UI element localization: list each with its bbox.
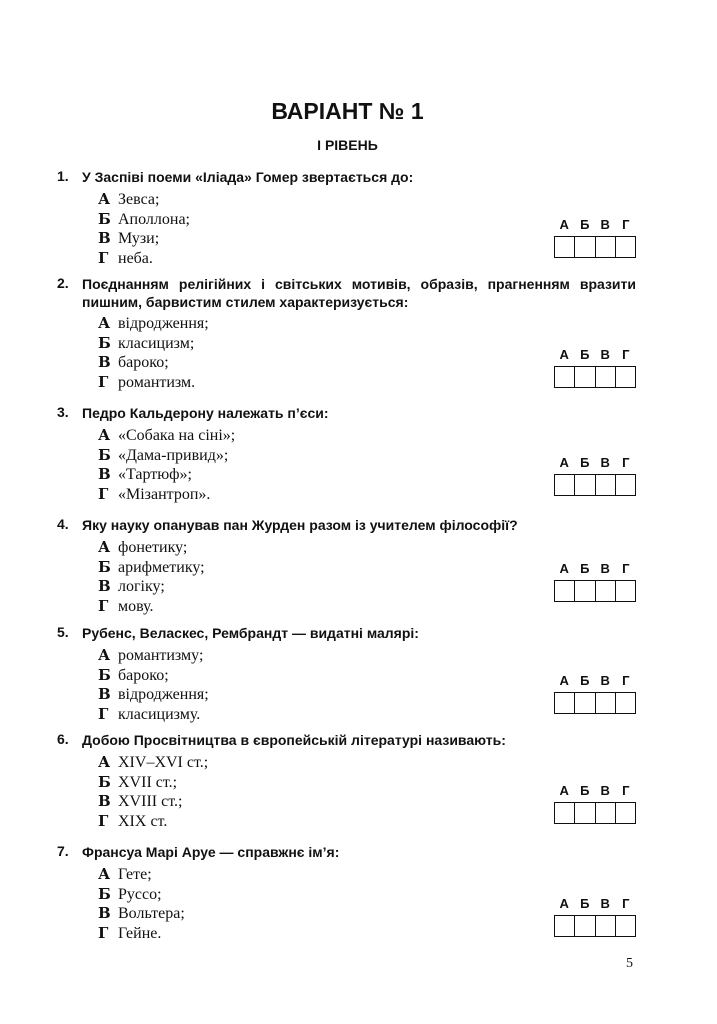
option-text: романтизм. xyxy=(118,373,196,391)
question-text: Добою Просвітництва в європейській літературі називають: xyxy=(82,732,506,748)
answer-letters xyxy=(554,783,636,799)
option-letter: Б xyxy=(98,209,111,228)
option-g[interactable] xyxy=(98,249,190,269)
answer-letter: А xyxy=(559,561,569,576)
page-number: 5 xyxy=(626,956,633,971)
answer-cell-b[interactable] xyxy=(575,237,595,257)
answer-cell-a[interactable] xyxy=(555,803,575,823)
answer-box xyxy=(554,455,636,496)
question-text: Поєднанням релігійних і світських мотивів, образів, прагненням вразити пишним, барвистим стилем характеризується: xyxy=(82,276,636,310)
answer-letter: В xyxy=(600,347,610,362)
answer-box xyxy=(554,347,636,388)
answer-cell-a[interactable] xyxy=(555,693,575,713)
option-letter: В xyxy=(98,353,111,371)
answer-letters xyxy=(554,455,636,471)
option-text: мову. xyxy=(118,597,154,615)
option-letter: А xyxy=(98,426,111,444)
options-list xyxy=(98,646,209,724)
answer-letter: Б xyxy=(580,455,590,470)
answer-cell-g[interactable] xyxy=(616,367,635,387)
answer-grid xyxy=(554,366,636,388)
question-text: Рубенс, Веласкес, Рембрандт — видатні малярі: xyxy=(82,625,419,641)
question-number: 4. xyxy=(57,516,69,532)
answer-letter: В xyxy=(600,673,610,688)
answer-letter: В xyxy=(600,217,610,232)
option-letter: Г xyxy=(98,923,109,942)
answer-cell-v[interactable] xyxy=(596,475,616,495)
option-g[interactable] xyxy=(98,597,205,617)
answer-cell-b[interactable] xyxy=(575,693,595,713)
question-text: Педро Кальдерону належать п’єси: xyxy=(82,405,329,421)
option-letter: Г xyxy=(98,248,109,267)
option-text: Гейне. xyxy=(118,924,162,942)
answer-letter: А xyxy=(559,783,569,798)
answer-box xyxy=(554,673,636,714)
option-letter: Г xyxy=(98,372,109,391)
answer-letter: Г xyxy=(622,673,630,688)
option-text: «Тартюф»; xyxy=(118,466,192,483)
answer-cell-v[interactable] xyxy=(596,916,616,936)
option-g[interactable] xyxy=(98,705,209,725)
option-text: XIV–XVI ст.; xyxy=(118,754,209,771)
page-title: ВАРІАНТ № 1 xyxy=(271,98,424,124)
option-letter: А xyxy=(98,646,111,664)
option-b[interactable] xyxy=(98,334,209,354)
option-v[interactable] xyxy=(98,353,209,373)
answer-letter: Б xyxy=(580,896,590,911)
options-list xyxy=(98,753,208,831)
answer-cell-g[interactable] xyxy=(616,475,635,495)
answer-grid xyxy=(554,802,636,824)
answer-letters xyxy=(554,896,636,912)
option-b[interactable] xyxy=(98,446,235,466)
option-v[interactable] xyxy=(98,792,208,812)
option-text: фонетику; xyxy=(118,539,188,556)
option-a[interactable] xyxy=(98,865,185,885)
answer-letter: В xyxy=(600,455,610,470)
answer-letter: Г xyxy=(622,783,630,798)
answer-cell-g[interactable] xyxy=(616,916,635,936)
answer-cell-a[interactable] xyxy=(555,581,575,601)
option-letter: А xyxy=(98,538,111,556)
answer-cell-b[interactable] xyxy=(575,803,595,823)
option-text: відродження; xyxy=(118,686,209,703)
question-text: Яку науку опанував пан Журден разом із учителем філософії? xyxy=(82,517,518,533)
option-text: «Собака на сіні»; xyxy=(118,427,236,444)
answer-cell-g[interactable] xyxy=(616,693,635,713)
option-text: логіку; xyxy=(118,578,165,595)
option-text: «Мізантроп». xyxy=(118,485,211,503)
answer-box xyxy=(554,561,636,602)
answer-letter: Г xyxy=(622,347,630,362)
option-text: класицизму. xyxy=(118,705,201,723)
answer-cell-b[interactable] xyxy=(575,367,595,387)
level-heading: І РІВЕНЬ xyxy=(317,137,378,153)
answer-letter: Б xyxy=(580,673,590,688)
question-number: 2. xyxy=(57,275,69,291)
option-letter: В xyxy=(98,792,111,810)
answer-cell-g[interactable] xyxy=(616,581,635,601)
answer-cell-b[interactable] xyxy=(575,916,595,936)
answer-grid xyxy=(554,236,636,258)
option-letter: Б xyxy=(98,557,111,576)
option-v[interactable] xyxy=(98,577,205,597)
option-a[interactable] xyxy=(98,646,209,666)
answer-cell-b[interactable] xyxy=(575,581,595,601)
answer-cell-a[interactable] xyxy=(555,475,575,495)
option-letter: А xyxy=(98,190,111,208)
option-b[interactable] xyxy=(98,666,209,686)
option-text: бароко; xyxy=(118,666,169,684)
options-list xyxy=(98,426,235,504)
answer-letters xyxy=(554,217,636,233)
option-letter: Б xyxy=(98,665,111,684)
answer-grid xyxy=(554,580,636,602)
answer-letter: А xyxy=(559,217,569,232)
option-text: бароко; xyxy=(118,354,169,371)
option-b[interactable] xyxy=(98,773,208,793)
answer-letter: В xyxy=(600,896,610,911)
answer-cell-v[interactable] xyxy=(596,803,616,823)
option-b[interactable] xyxy=(98,558,205,578)
question-number: 1. xyxy=(57,168,69,184)
answer-grid xyxy=(554,692,636,714)
answer-cell-g[interactable] xyxy=(616,803,635,823)
answer-cell-a[interactable] xyxy=(555,237,575,257)
answer-letters xyxy=(554,561,636,577)
option-v[interactable] xyxy=(98,685,209,705)
option-text: Музи; xyxy=(118,230,160,247)
option-letter: Г xyxy=(98,596,109,615)
option-letter: Б xyxy=(98,772,111,791)
option-text: Зевса; xyxy=(118,191,160,208)
answer-letter: А xyxy=(559,347,569,362)
option-v[interactable] xyxy=(98,904,185,924)
option-text: XVII ст.; xyxy=(118,773,178,791)
option-g[interactable] xyxy=(98,485,235,505)
option-a[interactable] xyxy=(98,426,235,446)
option-text: XVIII ст.; xyxy=(118,793,183,810)
answer-cell-g[interactable] xyxy=(616,237,635,257)
answer-letters xyxy=(554,347,636,363)
option-text: Гете; xyxy=(118,866,152,883)
option-g[interactable] xyxy=(98,924,185,944)
question-number: 3. xyxy=(57,404,69,420)
answer-cell-v[interactable] xyxy=(596,693,616,713)
option-b[interactable] xyxy=(98,210,190,230)
answer-letter: В xyxy=(600,783,610,798)
options-list xyxy=(98,865,185,943)
answer-letter: Б xyxy=(580,561,590,576)
option-text: Руссо; xyxy=(118,885,162,903)
option-text: «Дама-привид»; xyxy=(118,446,229,464)
option-text: класицизм; xyxy=(118,334,195,352)
option-text: арифметику; xyxy=(118,558,205,576)
question-number: 7. xyxy=(57,843,69,859)
question-text: У Заспіві поеми «Іліада» Гомер звертається до: xyxy=(82,169,414,185)
option-text: неба. xyxy=(118,249,153,267)
answer-grid xyxy=(554,915,636,937)
option-a[interactable] xyxy=(98,314,209,334)
answer-grid xyxy=(554,474,636,496)
answer-cell-v[interactable] xyxy=(596,367,616,387)
answer-letter: В xyxy=(600,561,610,576)
answer-letter: А xyxy=(559,673,569,688)
option-text: Вольтера; xyxy=(118,905,185,922)
option-a[interactable] xyxy=(98,538,205,558)
option-a[interactable] xyxy=(98,753,208,773)
options-list xyxy=(98,190,190,268)
answer-letter: А xyxy=(559,896,569,911)
option-v[interactable] xyxy=(98,229,190,249)
option-letter: Г xyxy=(98,704,109,723)
answer-cell-a[interactable] xyxy=(555,916,575,936)
option-text: XIX ст. xyxy=(118,812,168,830)
answer-cell-v[interactable] xyxy=(596,581,616,601)
answer-cell-v[interactable] xyxy=(596,237,616,257)
question-number: 5. xyxy=(57,624,69,640)
answer-cell-b[interactable] xyxy=(575,475,595,495)
question-number: 6. xyxy=(57,731,69,747)
option-g[interactable] xyxy=(98,373,209,393)
option-letter: Б xyxy=(98,445,111,464)
option-v[interactable] xyxy=(98,465,235,485)
option-letter: Г xyxy=(98,484,109,503)
question-text: Франсуа Марі Аруе — справжнє ім’я: xyxy=(82,844,340,860)
option-letter: Б xyxy=(98,333,111,352)
option-text: романтизму; xyxy=(118,647,204,664)
option-letter: Б xyxy=(98,884,111,903)
option-letter: В xyxy=(98,465,111,483)
answer-letter: Г xyxy=(622,455,630,470)
answer-letters xyxy=(554,673,636,689)
option-text: відродження; xyxy=(118,315,209,332)
option-letter: В xyxy=(98,577,111,595)
option-letter: Г xyxy=(98,811,109,830)
option-letter: В xyxy=(98,229,111,247)
answer-letter: Б xyxy=(580,783,590,798)
answer-letter: Б xyxy=(580,217,590,232)
answer-letter: Г xyxy=(622,217,630,232)
option-text: Аполлона; xyxy=(118,210,190,228)
option-letter: А xyxy=(98,314,111,332)
options-list xyxy=(98,314,209,392)
answer-letter: Г xyxy=(622,561,630,576)
option-letter: А xyxy=(98,753,111,771)
answer-letter: А xyxy=(559,455,569,470)
option-g[interactable] xyxy=(98,812,208,832)
option-a[interactable] xyxy=(98,190,190,210)
option-letter: В xyxy=(98,685,111,703)
option-letter: В xyxy=(98,904,111,922)
answer-letter: Б xyxy=(580,347,590,362)
answer-letter: Г xyxy=(622,896,630,911)
answer-box xyxy=(554,217,636,258)
option-b[interactable] xyxy=(98,885,185,905)
option-letter: А xyxy=(98,865,111,883)
answer-box xyxy=(554,896,636,937)
answer-box xyxy=(554,783,636,824)
answer-cell-a[interactable] xyxy=(555,367,575,387)
options-list xyxy=(98,538,205,616)
